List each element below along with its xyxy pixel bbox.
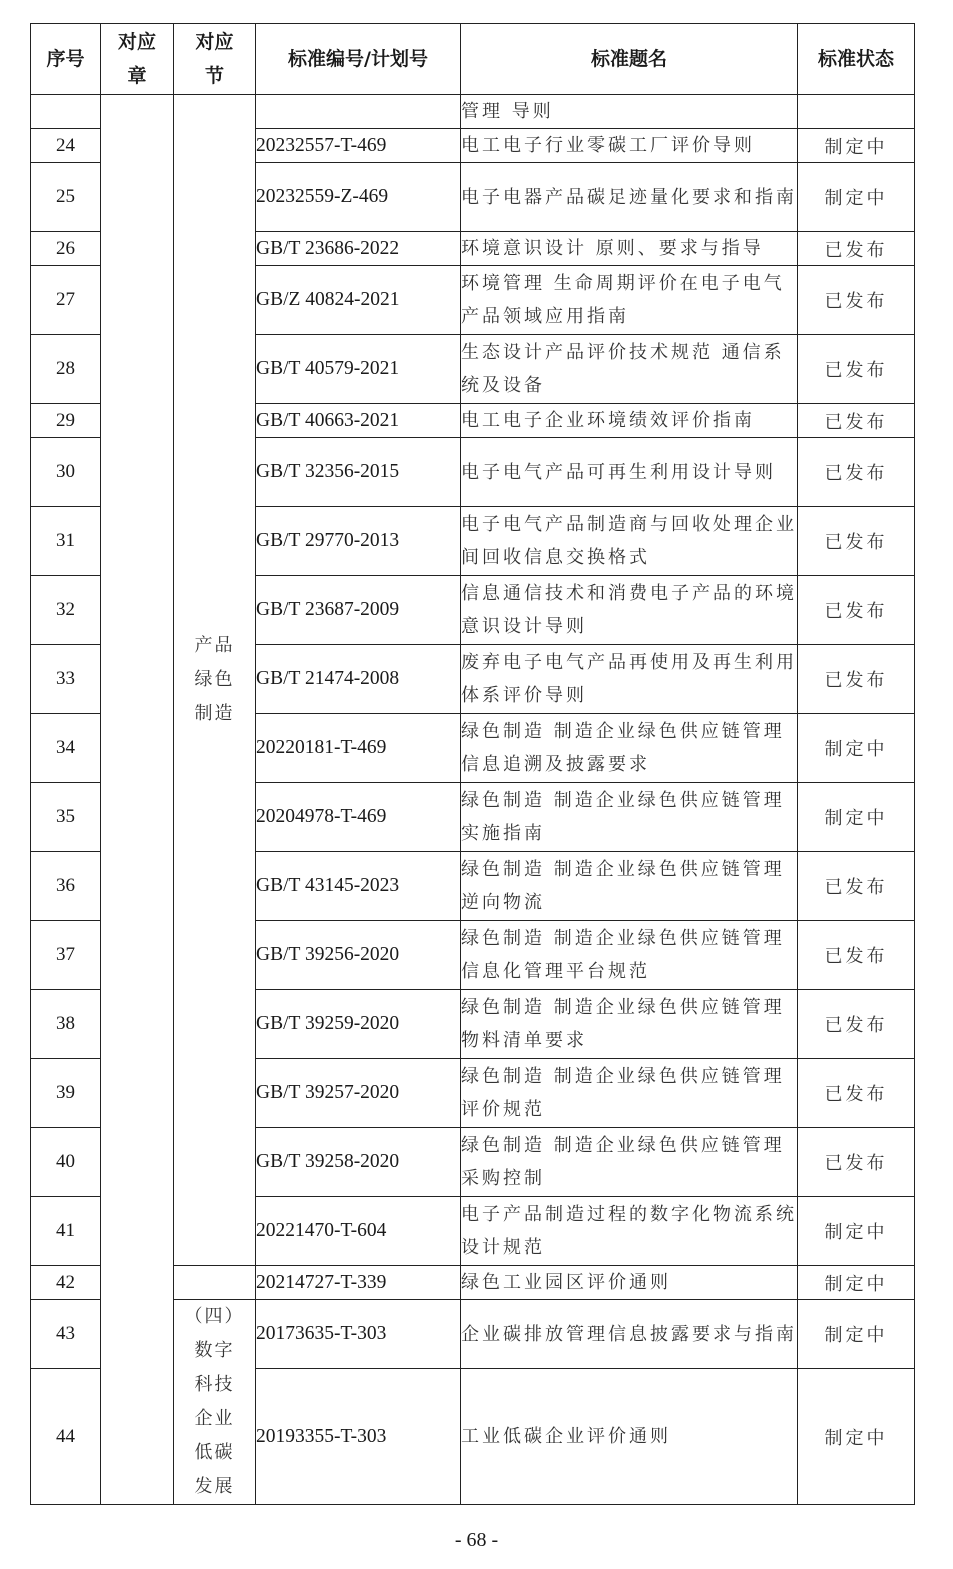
row-status: 制定中 [798,1300,915,1369]
row-code: GB/Z 40824-2021 [256,266,461,335]
row-title: 环境管理 生命周期评价在电子电气产品领域应用指南 [461,266,798,335]
row-code: 20232559-Z-469 [256,163,461,232]
row-title: 生态设计产品评价技术规范 通信系统及设备 [461,335,798,404]
row-title: 绿色制造 制造企业绿色供应链管理 采购控制 [461,1128,798,1197]
row-status: 制定中 [798,1369,915,1505]
header-chapter [101,24,174,95]
row-title: 电子电气产品制造商与回收处理企业间回收信息交换格式 [461,507,798,576]
header-section [174,24,256,95]
section-cell-empty [174,1266,256,1300]
row-title: 电子电器产品碳足迹量化要求和指南 [461,163,798,232]
row-code: GB/T 23686-2022 [256,232,461,266]
row-status: 已发布 [798,438,915,507]
row-code: GB/T 29770-2013 [256,507,461,576]
row-title: 企业碳排放管理信息披露要求与指南 [461,1300,798,1369]
row-title: 电工电子企业环境绩效评价指南 [461,404,798,438]
header-chapter-line1: 对应 [117,31,156,53]
row-status: 已发布 [798,266,915,335]
row-code: 20221470-T-604 [256,1197,461,1266]
section-text: 低碳 [194,1442,235,1463]
row-title: 绿色制造 制造企业绿色供应链管理 信息追溯及披露要求 [461,714,798,783]
row-status: 制定中 [798,1266,915,1300]
row-title: 电子电气产品可再生利用设计导则 [461,438,798,507]
header-seq: 序号 [31,24,101,95]
row-code: GB/T 32356-2015 [256,438,461,507]
page-number: - 68 - [454,1529,499,1551]
row-code: 20193355-T-303 [256,1369,461,1505]
row-seq: 41 [31,1197,101,1266]
row-code: 20214727-T-339 [256,1266,461,1300]
row-seq: 29 [31,404,101,438]
row-code: 20204978-T-469 [256,783,461,852]
row-title: 信息通信技术和消费电子产品的环境意识设计导则 [461,576,798,645]
row-seq: 32 [31,576,101,645]
row-seq: 25 [31,163,101,232]
header-code: 标准编号/计划号 [256,24,461,95]
chapter-cell [101,95,174,1505]
row-title: 绿色制造 制造企业绿色供应链管理 物料清单要求 [461,990,798,1059]
row-status: 已发布 [798,232,915,266]
section-cell-digital-tech [174,1300,256,1505]
row-status: 制定中 [798,163,915,232]
row-code: GB/T 23687-2009 [256,576,461,645]
row-seq: 37 [31,921,101,990]
row-code: 20232557-T-469 [256,129,461,163]
section-text: 产品 [194,635,235,656]
row-seq: 42 [31,1266,101,1300]
row-title: 绿色制造 制造企业绿色供应链管理 评价规范 [461,1059,798,1128]
row-status: 已发布 [798,335,915,404]
row-status: 已发布 [798,852,915,921]
row-status: 制定中 [798,1197,915,1266]
row-code: 20220181-T-469 [256,714,461,783]
row-seq: 43 [31,1300,101,1369]
header-chapter-line2: 章 [127,65,147,87]
row-code: GB/T 43145-2023 [256,852,461,921]
row-status [798,95,915,129]
section-text: （四） [184,1306,245,1327]
row-title: 废弃电子电气产品再使用及再生利用体系评价导则 [461,645,798,714]
row-seq: 35 [31,783,101,852]
table-row [31,95,915,129]
row-title: 绿色制造 制造企业绿色供应链管理 实施指南 [461,783,798,852]
row-status: 制定中 [798,714,915,783]
row-status: 已发布 [798,404,915,438]
row-seq: 38 [31,990,101,1059]
row-seq: 30 [31,438,101,507]
row-code: 20173635-T-303 [256,1300,461,1369]
row-seq: 24 [31,129,101,163]
row-seq: 44 [31,1369,101,1505]
header-status: 标准状态 [798,24,915,95]
row-code: GB/T 39257-2020 [256,1059,461,1128]
section-cell-green-manufacturing [174,95,256,1266]
section-text: 数字 [194,1340,235,1361]
row-seq: 28 [31,335,101,404]
row-status: 已发布 [798,921,915,990]
row-code [256,95,461,129]
section-text: 企业 [194,1408,235,1429]
row-seq [31,95,101,129]
row-title: 管理 导则 [461,95,798,129]
row-title: 电子产品制造过程的数字化物流系统 设计规范 [461,1197,798,1266]
row-seq: 34 [31,714,101,783]
section-text: 科技 [194,1374,235,1395]
standards-table [30,23,915,1505]
row-code: GB/T 39258-2020 [256,1128,461,1197]
row-title: 绿色制造 制造企业绿色供应链管理 逆向物流 [461,852,798,921]
row-code: GB/T 39259-2020 [256,990,461,1059]
header-section-line2: 节 [204,65,224,87]
section-text: 发展 [194,1476,235,1497]
row-seq: 33 [31,645,101,714]
row-seq: 39 [31,1059,101,1128]
row-code: GB/T 40579-2021 [256,335,461,404]
row-status: 已发布 [798,1128,915,1197]
row-code: GB/T 39256-2020 [256,921,461,990]
row-seq: 26 [31,232,101,266]
row-seq: 36 [31,852,101,921]
row-status: 已发布 [798,645,915,714]
row-code: GB/T 21474-2008 [256,645,461,714]
header-title: 标准题名 [461,24,798,95]
row-code: GB/T 40663-2021 [256,404,461,438]
row-seq: 40 [31,1128,101,1197]
row-status: 已发布 [798,507,915,576]
row-status: 已发布 [798,1059,915,1128]
row-title: 电工电子行业零碳工厂评价导则 [461,129,798,163]
row-title: 工业低碳企业评价通则 [461,1369,798,1505]
header-section-line1: 对应 [195,31,234,53]
row-status: 已发布 [798,990,915,1059]
row-title: 环境意识设计 原则、要求与指导 [461,232,798,266]
row-status: 制定中 [798,129,915,163]
row-seq: 27 [31,266,101,335]
row-seq: 31 [31,507,101,576]
row-status: 已发布 [798,576,915,645]
section-text: 制造 [194,703,235,724]
row-title: 绿色制造 制造企业绿色供应链管理 信息化管理平台规范 [461,921,798,990]
table-header-row [31,24,915,95]
row-title: 绿色工业园区评价通则 [461,1266,798,1300]
section-text: 绿色 [194,669,235,690]
row-status: 制定中 [798,783,915,852]
